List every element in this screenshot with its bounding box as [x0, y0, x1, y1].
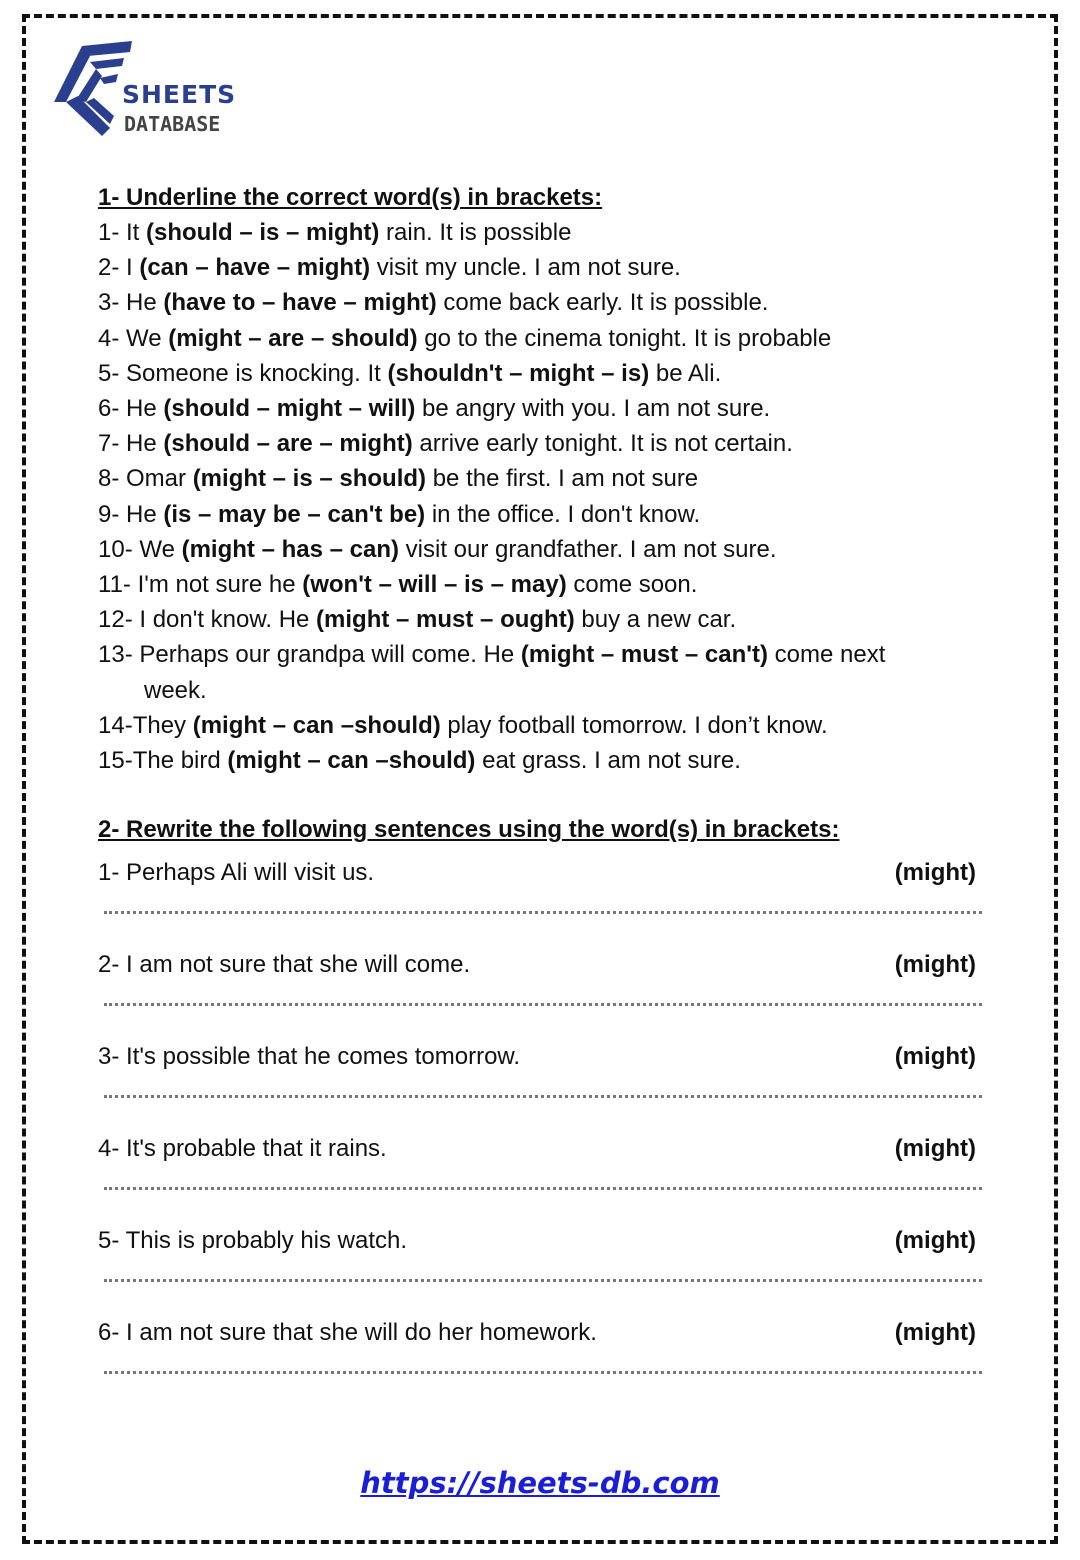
exercise-item: [98, 391, 1018, 426]
rewrite-item: [98, 1035, 1018, 1127]
item-text: 12- I don't know. He: [98, 606, 317, 634]
exercise-item: [98, 356, 1018, 391]
rewrite-keyword: (might): [894, 951, 976, 979]
exercise-item: [98, 215, 1018, 250]
item-text: 1- It: [98, 219, 147, 246]
exercise-item: [98, 637, 1018, 707]
item-choices: (might – are – should): [168, 324, 418, 352]
item-choices: (should – is – might): [146, 219, 380, 246]
rewrite-item: [98, 1127, 1018, 1219]
item-text: be Ali.: [649, 359, 722, 387]
logo-text-database: DATABASE: [124, 112, 221, 136]
exercise-item: [98, 497, 1018, 532]
item-choices: (might – can –should): [227, 747, 476, 775]
item-text: 11- I'm not sure he: [98, 571, 303, 599]
rewrite-sentence: 1- Perhaps Ali will visit us.: [98, 859, 375, 887]
rewrite-keyword: (might): [894, 859, 976, 887]
item-text: visit my uncle. I am not sure.: [370, 254, 681, 282]
answer-line[interactable]: [104, 1003, 982, 1006]
rewrite-item: [98, 851, 1018, 943]
item-text: 10- We: [98, 535, 182, 563]
section1-list: [98, 215, 1018, 778]
answer-line[interactable]: [104, 1095, 982, 1098]
item-text: come next: [767, 641, 886, 669]
item-choices: (won't – will – is – may): [302, 571, 567, 599]
rewrite-sentence: 6- I am not sure that she will do her homework.: [98, 1319, 597, 1347]
item-choices: (have to – have – might): [163, 289, 437, 317]
answer-line[interactable]: [104, 1371, 982, 1374]
item-text: in the office. I don't know.: [425, 500, 701, 528]
footer-website-link[interactable]: https://sheets-db.com: [360, 1466, 720, 1500]
item-text: visit our grandfather. I am not sure.: [398, 535, 777, 563]
rewrite-item: [98, 1311, 1018, 1403]
answer-line[interactable]: [104, 911, 982, 914]
exercise-item: [98, 321, 1018, 356]
item-text: go to the cinema tonight. It is probable: [417, 324, 832, 352]
rewrite-keyword: (might): [894, 1135, 976, 1163]
exercise-item: [98, 532, 1018, 567]
item-choices: (might – must – can't): [520, 641, 768, 669]
exercise-item: [98, 743, 1018, 778]
item-choices: (might – must – ought): [316, 606, 575, 634]
section2-title: 2- Rewrite the following sentences using the word(s) in brackets:: [98, 816, 840, 844]
item-text: 15-The bird: [98, 747, 228, 775]
item-text: 6- He: [98, 395, 164, 423]
item-text: arrive early tonight. It is not certain.: [412, 430, 793, 458]
item-choices: (should – might – will): [163, 395, 416, 423]
rewrite-keyword: (might): [894, 1043, 976, 1071]
sheets-database-logo: [52, 36, 272, 146]
exercise-item: [98, 461, 1018, 496]
item-choices: (should – are – might): [163, 430, 413, 458]
answer-line[interactable]: [104, 1187, 982, 1190]
item-text: 14-They: [98, 711, 193, 739]
item-text: 2- I: [98, 254, 140, 282]
exercise-item: [98, 426, 1018, 461]
item-text: 9- He: [98, 500, 164, 528]
item-text: 8- Omar: [98, 465, 193, 493]
item-choices: (is – may be – can't be): [163, 500, 426, 528]
rewrite-item: [98, 1219, 1018, 1311]
section2: [98, 812, 1018, 1403]
exercise-item: [98, 567, 1018, 602]
exercise-item: [98, 250, 1018, 285]
item-text: be angry with you. I am not sure.: [415, 395, 771, 423]
item-choices: (can – have – might): [139, 254, 371, 282]
item-text: 13- Perhaps our grandpa will come. He: [98, 641, 521, 669]
rewrite-keyword: (might): [894, 1227, 976, 1255]
worksheet-content: [98, 180, 1018, 1403]
item-text: eat grass. I am not sure.: [475, 747, 741, 775]
item-choices: (might – has – can): [181, 535, 399, 563]
logo-text-sheets: SHEETS: [122, 80, 237, 109]
rewrite-sentence: 4- It's probable that it rains.: [98, 1135, 387, 1163]
item-text: come soon.: [566, 571, 698, 599]
item-text: 7- He: [98, 430, 164, 458]
item-choices: (might – is – should): [192, 465, 427, 493]
exercise-item: [98, 602, 1018, 637]
section1-title: 1- Underline the correct word(s) in brackets:: [98, 184, 603, 211]
logo-mark-icon: [52, 36, 132, 136]
item-text: rain. It is possible: [379, 219, 572, 246]
rewrite-keyword: (might): [894, 1319, 976, 1347]
item-text: come back early. It is possible.: [436, 289, 769, 317]
exercise-item: [98, 285, 1018, 320]
item-text: 3- He: [98, 289, 164, 317]
item-text: play football tomorrow. I don’t know.: [440, 711, 828, 739]
answer-line[interactable]: [104, 1279, 982, 1282]
item-choices: (shouldn't – might – is): [387, 359, 650, 387]
rewrite-sentence: 3- It's possible that he comes tomorrow.: [98, 1043, 521, 1071]
rewrite-sentence: 5- This is probably his watch.: [98, 1227, 408, 1255]
rewrite-item: [98, 943, 1018, 1035]
section2-list: [98, 851, 1018, 1403]
item-text: be the first. I am not sure: [426, 465, 699, 493]
exercise-item: [98, 708, 1018, 743]
item-text: buy a new car.: [574, 606, 737, 634]
item-text: 4- We: [98, 324, 169, 352]
item-choices: (might – can –should): [192, 711, 441, 739]
item-text: 5- Someone is knocking. It: [98, 359, 388, 387]
rewrite-sentence: 2- I am not sure that she will come.: [98, 951, 471, 979]
item-continuation: week.: [144, 676, 207, 704]
